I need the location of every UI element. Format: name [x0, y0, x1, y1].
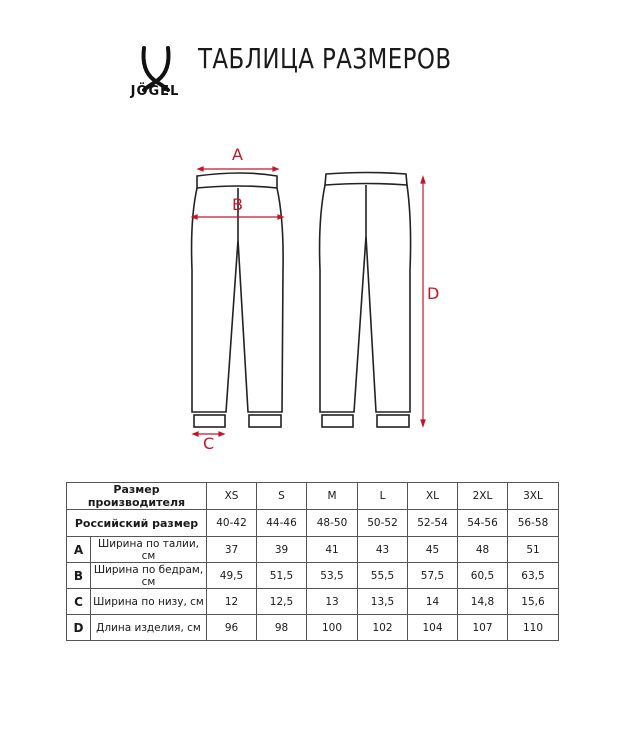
russian-size-cell: 48-50	[307, 510, 358, 537]
size-cell: XL	[408, 483, 458, 510]
russian-size-cell: 40-42	[207, 510, 257, 537]
row-label: Длина изделия, см	[91, 615, 207, 641]
russian-size-label: Российский размер	[67, 510, 207, 537]
value-cell: 110	[508, 615, 559, 641]
value-cell: 15,6	[508, 589, 559, 615]
size-cell: S	[257, 483, 307, 510]
brand-wordmark: JÖGEL	[130, 84, 180, 99]
manufacturer-size-label: Размер производителя	[67, 483, 207, 510]
value-cell: 43	[358, 537, 408, 563]
russian-size-cell: 52-54	[408, 510, 458, 537]
value-cell: 41	[307, 537, 358, 563]
value-cell: 13	[307, 589, 358, 615]
value-cell: 49,5	[207, 563, 257, 589]
value-cell: 55,5	[358, 563, 408, 589]
value-cell: 100	[307, 615, 358, 641]
value-cell: 51,5	[257, 563, 307, 589]
value-cell: 39	[257, 537, 307, 563]
value-cell: 14	[408, 589, 458, 615]
value-cell: 96	[207, 615, 257, 641]
row-label: Ширина по талии, см	[91, 537, 207, 563]
russian-size-row	[67, 510, 559, 537]
page-title: ТАБЛИЦА РАЗМЕРОВ	[198, 42, 452, 75]
value-cell: 12,5	[257, 589, 307, 615]
value-cell: 14,8	[458, 589, 508, 615]
dimension-label-c: C	[203, 434, 215, 453]
value-cell: 102	[358, 615, 408, 641]
row-marker: C	[67, 589, 91, 615]
size-cell: L	[358, 483, 408, 510]
value-cell: 51	[508, 537, 559, 563]
size-cell: 3XL	[508, 483, 559, 510]
table-row-hips	[67, 563, 559, 589]
manufacturer-size-row	[67, 483, 559, 510]
pants-outline-icon	[180, 140, 450, 460]
value-cell: 48	[458, 537, 508, 563]
row-marker: B	[67, 563, 91, 589]
value-cell: 53,5	[307, 563, 358, 589]
row-marker: D	[67, 615, 91, 641]
russian-size-cell: 54-56	[458, 510, 508, 537]
table-row-waist	[67, 537, 559, 563]
size-cell: M	[307, 483, 358, 510]
russian-size-cell: 44-46	[257, 510, 307, 537]
size-cell: 2XL	[458, 483, 508, 510]
russian-size-cell: 50-52	[358, 510, 408, 537]
value-cell: 37	[207, 537, 257, 563]
value-cell: 107	[458, 615, 508, 641]
row-label: Ширина по низу, см	[91, 589, 207, 615]
table-row-length	[67, 615, 559, 641]
size-table	[66, 482, 559, 641]
pants-diagram	[180, 140, 450, 460]
value-cell: 98	[257, 615, 307, 641]
dimension-label-a: A	[232, 145, 243, 164]
value-cell: 104	[408, 615, 458, 641]
row-marker: A	[67, 537, 91, 563]
size-cell: XS	[207, 483, 257, 510]
value-cell: 60,5	[458, 563, 508, 589]
value-cell: 45	[408, 537, 458, 563]
dimension-label-d: D	[427, 284, 440, 303]
value-cell: 12	[207, 589, 257, 615]
value-cell: 57,5	[408, 563, 458, 589]
value-cell: 13,5	[358, 589, 408, 615]
table-row-hem	[67, 589, 559, 615]
row-label: Ширина по бедрам, см	[91, 563, 207, 589]
russian-size-cell: 56-58	[508, 510, 559, 537]
dimension-label-b: B	[232, 195, 243, 214]
value-cell: 63,5	[508, 563, 559, 589]
